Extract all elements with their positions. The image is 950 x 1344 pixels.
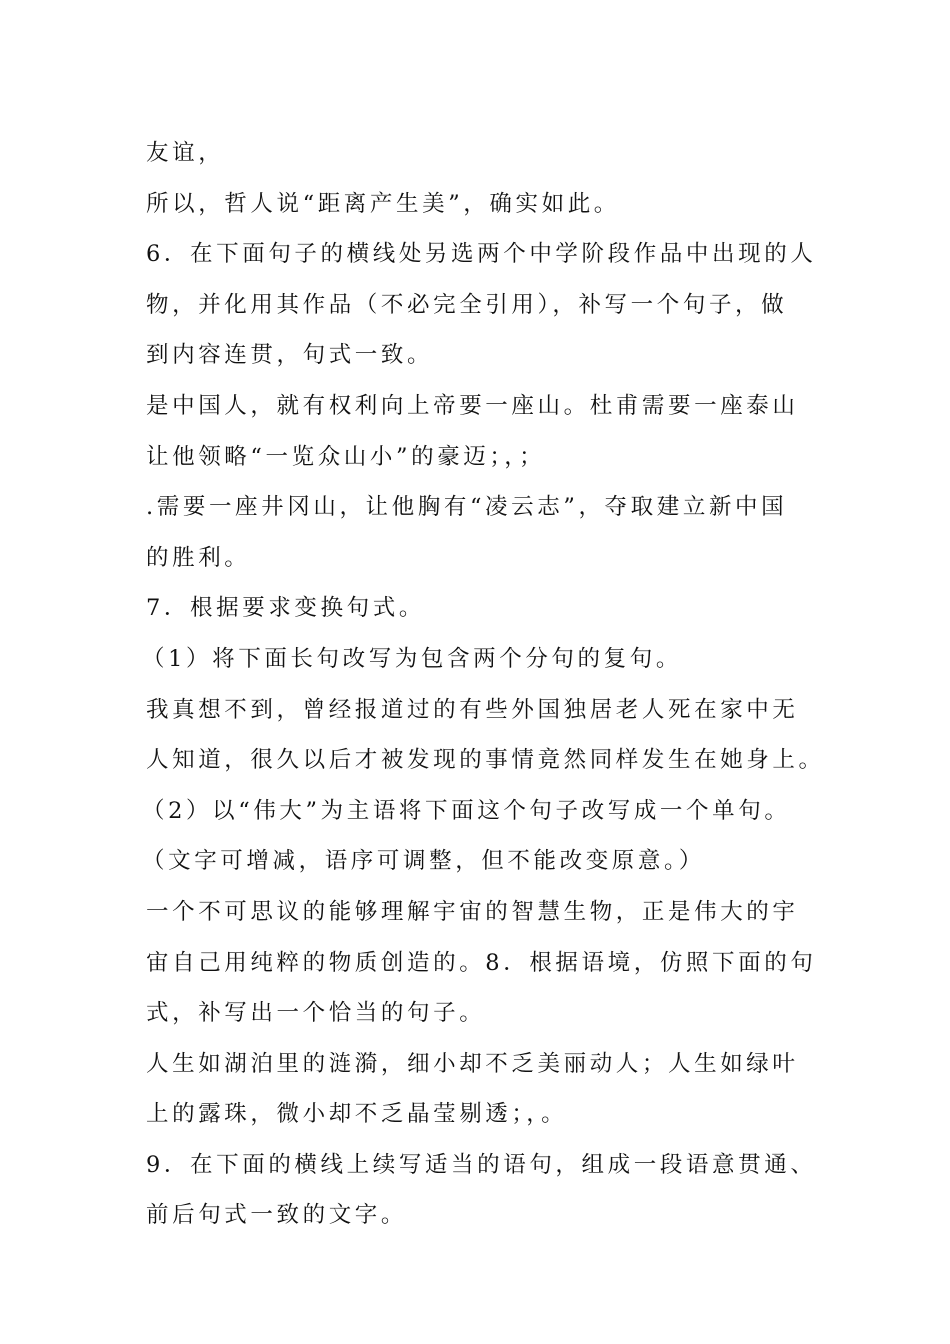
text-line: 友谊，: [146, 140, 225, 166]
question-6-line: 6．在下面句子的横线处另选两个中学阶段作品中出现的人: [146, 241, 817, 268]
text-line: （文字可增减，语序可调整，但不能改变原意。）: [142, 848, 705, 875]
text-line: 上的露珠，微小却不乏晶莹剔透；，。: [146, 1101, 568, 1128]
text-line: 前后句式一致的文字。: [146, 1202, 408, 1229]
text-line: 我真想不到，曾经报道过的有些外国独居老人死在家中无: [146, 696, 799, 723]
text-line: 的胜利。: [146, 544, 251, 571]
question-9-line: 9．在下面的横线上续写适当的语句，组成一段语意贯通、: [146, 1151, 817, 1178]
text-line: 物，并化用其作品（不必完全引用），补写一个句子，做: [146, 291, 788, 318]
document-body: [142, 128, 825, 1241]
text-line: 到内容连贯，句式一致。: [146, 342, 434, 369]
text-line: 一个不可思议的能够理解宇宙的智慧生物，正是伟大的宇: [146, 898, 799, 925]
text-line: 所以，哲人说“距离产生美”，确实如此。: [146, 190, 620, 217]
text-line: 人生如湖泊里的涟漪，细小却不乏美丽动人；人生如绿叶: [146, 1050, 799, 1077]
text-line: 人知道，很久以后才被发现的事情竟然同样发生在她身上。: [146, 747, 825, 774]
sub-question-2-line: （2）以“伟大”为主语将下面这个句子改写成一个单句。: [142, 797, 791, 824]
question-7-line: 7．根据要求变换句式。: [146, 595, 425, 622]
text-line: 让他领略“一览众山小”的豪迈；，；: [146, 443, 546, 470]
text-line: .需要一座井冈山，让他胸有“凌云志”，夺取建立新中国: [146, 494, 788, 521]
text-line: 是中国人，就有权利向上帝要一座山。杜甫需要一座泰山: [146, 392, 799, 419]
sub-question-1-line: （1）将下面长句改写为包含两个分句的复句。: [142, 645, 682, 672]
question-8-line: 宙自己用纯粹的物质创造的。8．根据语境，仿照下面的句: [146, 949, 817, 976]
text-line: 式，补写出一个恰当的句子。: [146, 1000, 486, 1027]
